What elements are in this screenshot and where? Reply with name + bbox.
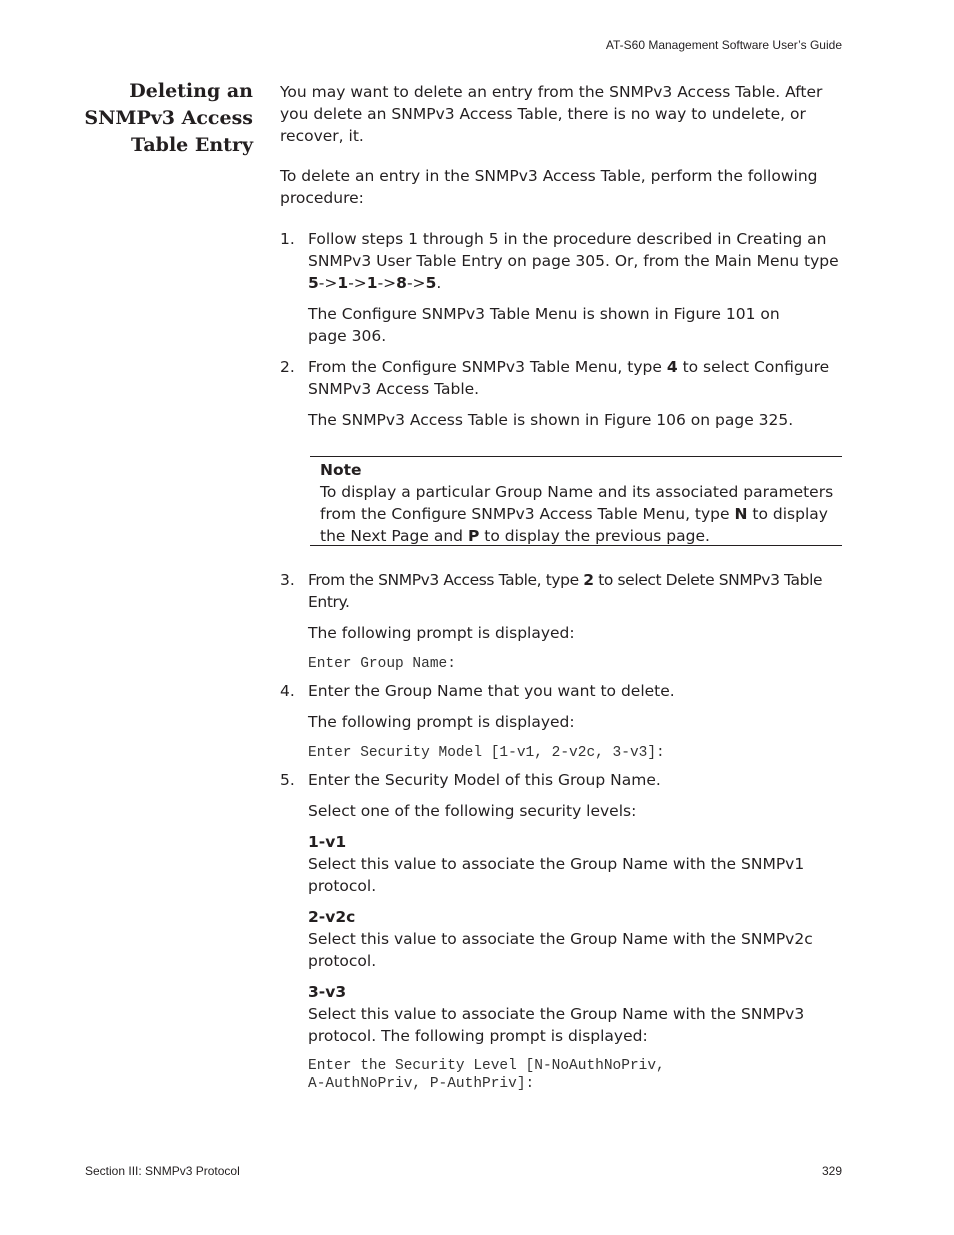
text-span: to select Delete SNMPv3 Table [593,571,823,589]
prompt-label: The following prompt is displayed: [308,624,575,642]
text-line: SNMPv3 Access Table. [308,380,480,398]
arrow-text: -> [348,274,367,292]
text-line: Follow steps 1 through 5 in the procedure described in Creating an [308,230,827,248]
option-v1 [308,831,848,897]
arrow-text: -> [318,274,338,292]
step-number: 4. [280,682,295,700]
text-line: recover, it. [280,127,364,145]
procedure-intro [280,165,840,209]
intro-paragraph [280,81,840,147]
text-span: from the Configure SNMPv3 Access Table Menu, type [320,505,735,523]
step-3-text [308,569,848,613]
step-number: 5. [280,771,295,789]
text-line: To delete an entry in the SNMPv3 Access Table, perform the following [280,167,818,185]
cli-prompt: Enter Group Name: [308,656,456,672]
text-line: procedure: [280,189,364,207]
page-number: 329 [821,1164,842,1178]
option-title: 3-v3 [308,983,347,1001]
menu-key: 4 [666,358,678,376]
option-v3 [308,981,848,1047]
menu-key: 1 [366,274,378,292]
step-2-figure-ref: The SNMPv3 Access Table is shown in Figure 106 on page 325. [308,411,794,429]
running-header: AT-S60 Management Software User’s Guide [605,38,842,52]
option-title: 2-v2c [308,908,356,926]
text-span: the Next Page and [320,527,468,545]
text-span: From the Configure SNMPv3 Table Menu, type [308,358,667,376]
arrow-text: -> [377,274,397,292]
section-heading-line: Table Entry [131,134,253,156]
text-line: page 306. [308,327,387,345]
menu-key: P [467,527,480,545]
text-line: Select this value to associate the Group Name with the SNMPv3 [308,1005,805,1023]
period-text: . [436,274,442,292]
step-1-text [308,228,848,294]
text-line: SNMPv3 User Table Entry on page 305. Or, from the Main Menu type [308,252,839,270]
text-line: protocol. The following prompt is displayed: [308,1027,648,1045]
option-title: 1-v1 [308,833,347,851]
text-line: You may want to delete an entry from the SNMPv3 Access Table. After [280,83,823,101]
note-box [310,456,842,546]
step-number: 1. [280,230,295,248]
text-line: The Configure SNMPv3 Table Menu is shown in Figure 101 on [308,305,780,323]
text-line: protocol. [308,952,377,970]
section-heading-line: SNMPv3 Access [84,107,253,129]
text-line: you delete an SNMPv3 Access Table, there is no way to undelete, or [280,105,806,123]
cli-prompt [308,1057,848,1093]
footer-section-label: Section III: SNMPv3 Protocol [85,1164,240,1178]
select-instruction: Select one of the following security levels: [308,802,637,820]
text-span: From the SNMPv3 Access Table, type [308,571,584,589]
text-span: to display [747,505,828,523]
menu-key: N [734,505,748,523]
menu-key-sequence [308,272,848,294]
menu-key: 2 [583,571,594,589]
text-line: Enter the Security Level [N-NoAuthNoPriv, [308,1058,665,1074]
cli-prompt: Enter Security Model [1-v1, 2-v2c, 3-v3]: [308,745,665,761]
step-5-text: Enter the Security Model of this Group Name. [308,771,661,789]
note-title: Note [320,461,362,479]
text-line: To display a particular Group Name and its associated parameters [320,483,834,501]
text-line: Select this value to associate the Group Name with the SNMPv1 [308,855,805,873]
text-line: A-AuthNoPriv, P-AuthPriv]: [308,1076,535,1092]
step-number: 3. [280,571,295,589]
text-line [320,525,842,547]
text-line [308,356,848,378]
text-line: protocol. [308,877,377,895]
menu-key: 8 [396,274,407,292]
menu-key: 5 [425,274,437,292]
text-line [308,569,848,591]
arrow-text: -> [406,274,426,292]
text-span: to display the previous page. [479,527,710,545]
text-span: to select Configure [677,358,830,376]
text-line: Entry. [308,593,350,611]
section-heading-line: Deleting an [129,80,253,102]
step-number: 2. [280,358,295,376]
menu-key: 1 [337,274,349,292]
section-heading [73,78,253,159]
step-2-text [308,356,848,400]
text-line: Select this value to associate the Group Name with the SNMPv2c [308,930,813,948]
menu-key: 5 [308,274,319,292]
option-v2c [308,906,848,972]
step-4-text: Enter the Group Name that you want to delete. [308,682,675,700]
step-1-figure-ref [308,303,848,347]
prompt-label: The following prompt is displayed: [308,713,575,731]
text-line [320,503,842,525]
